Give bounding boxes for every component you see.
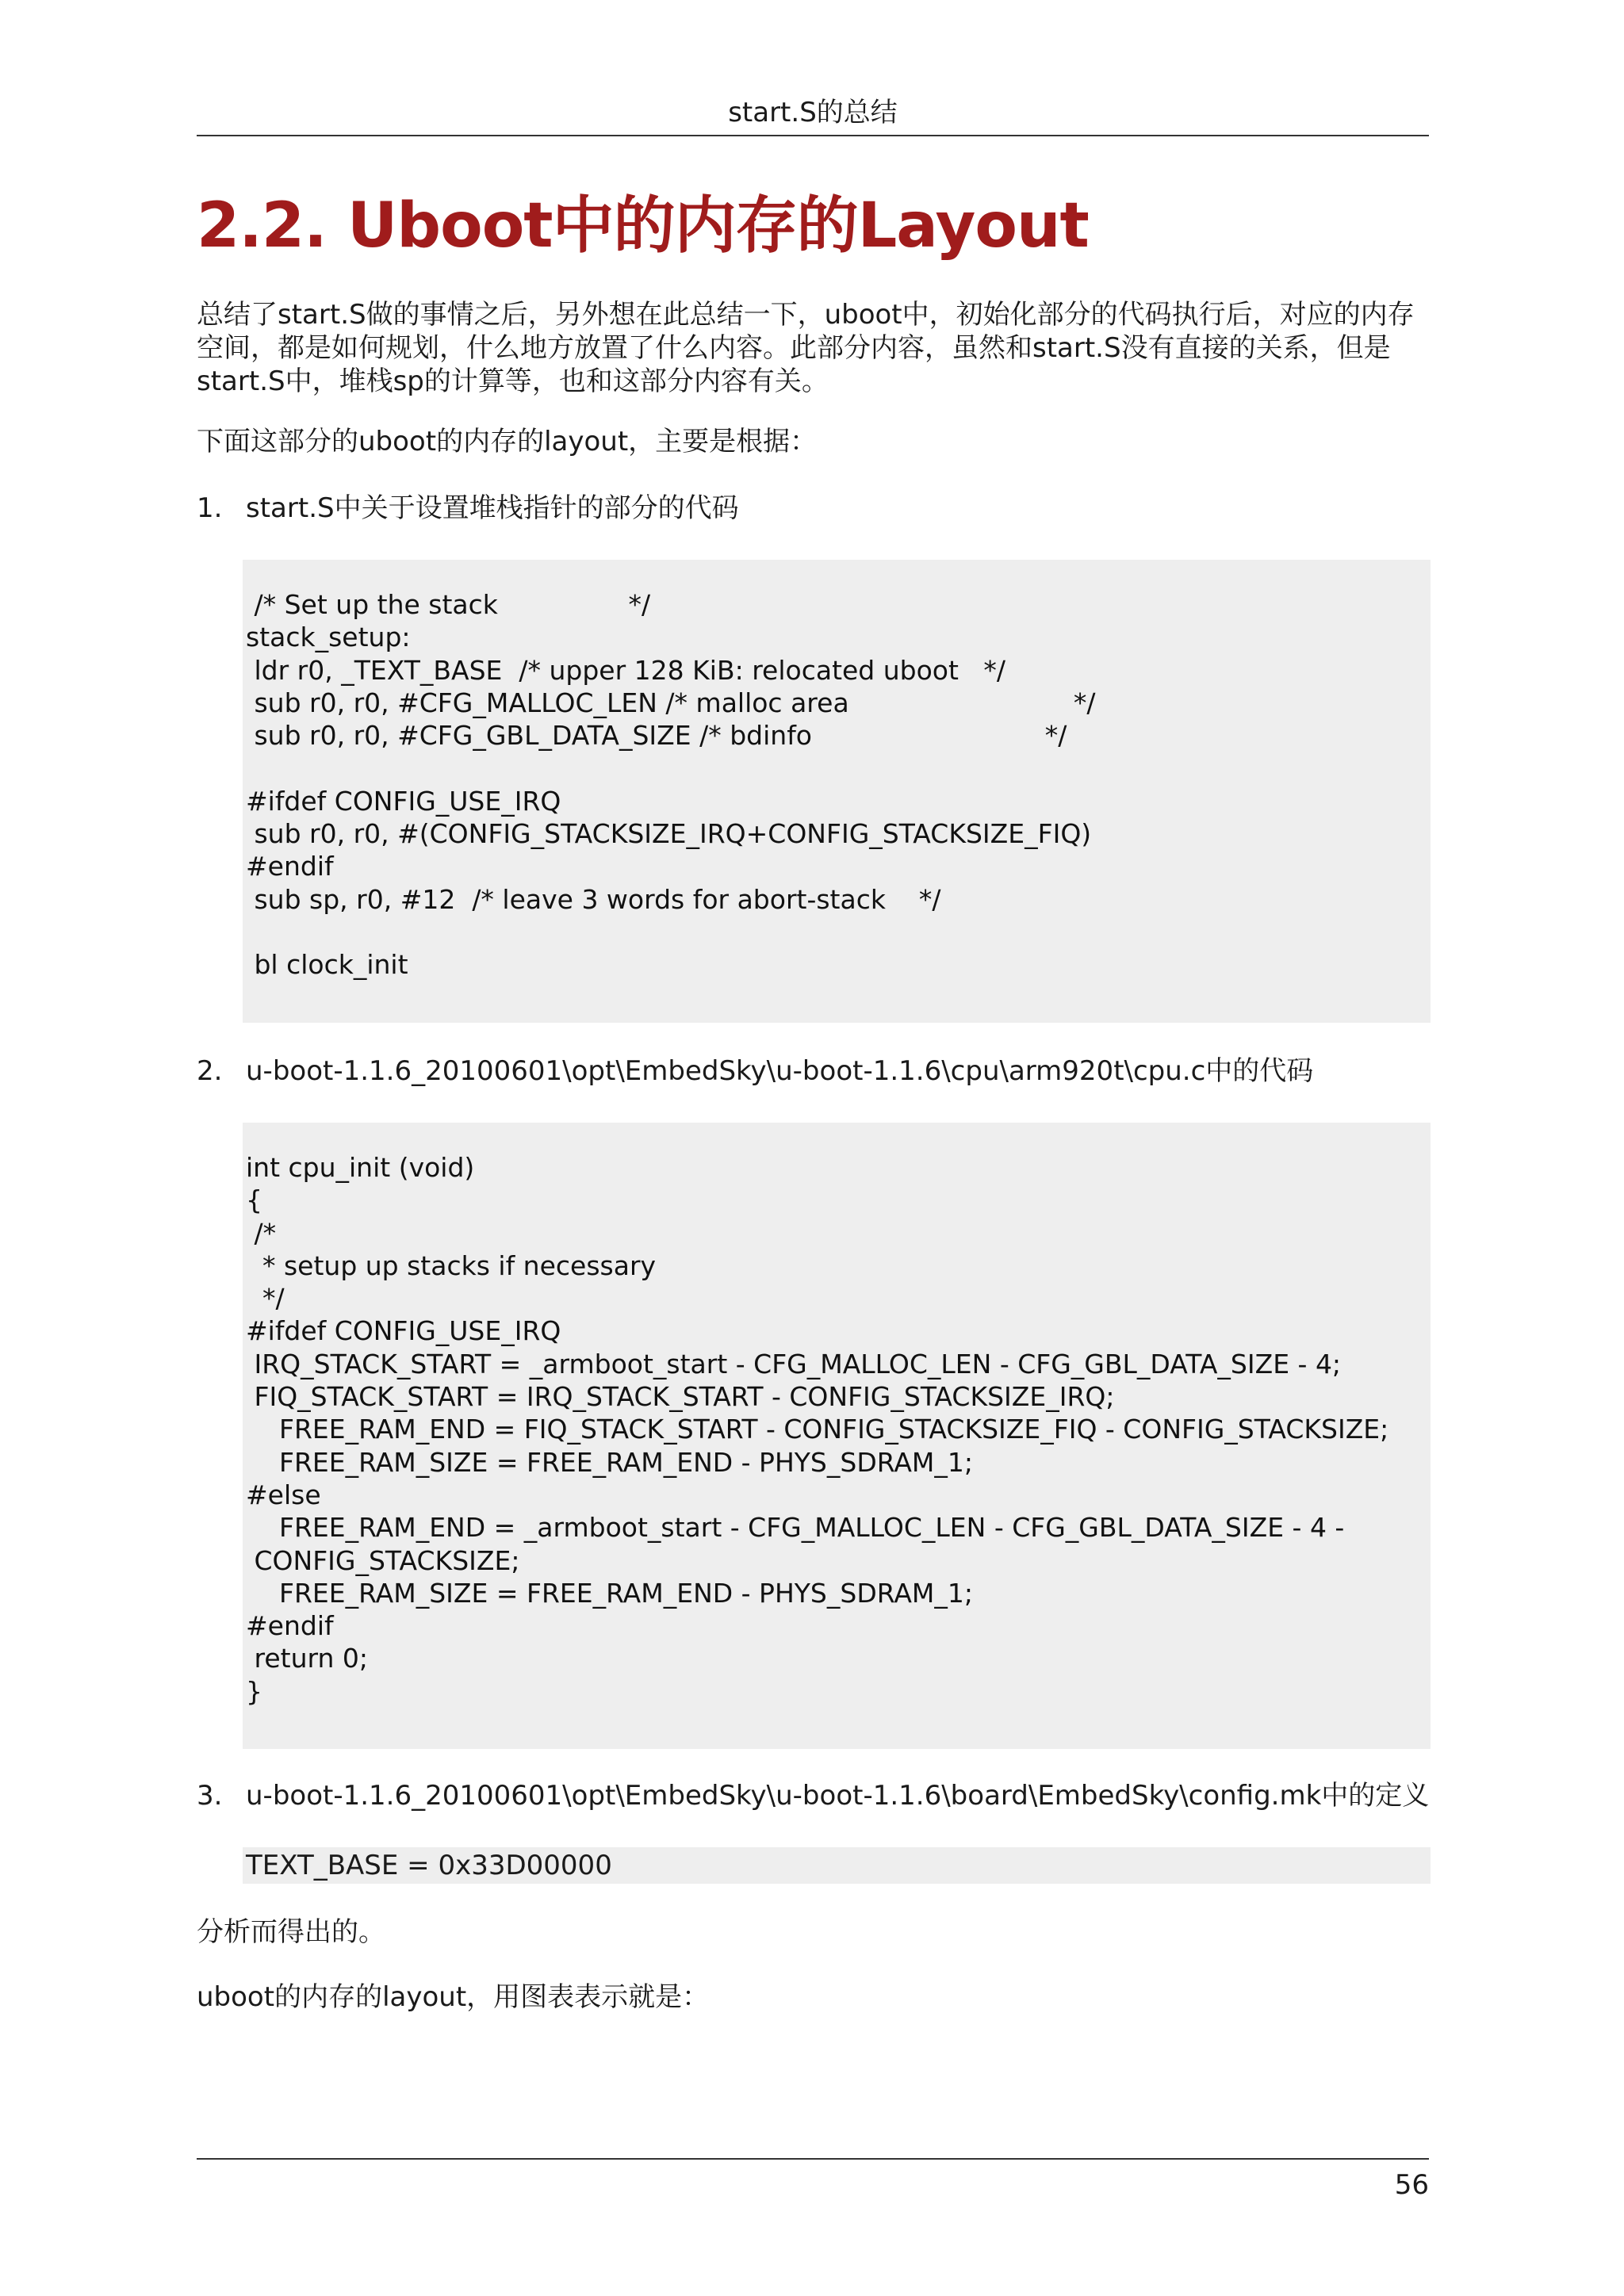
list-text: u-boot-1.1.6_20100601\opt\EmbedSky\u-boot-1.1.6\board\EmbedSky\config.mk中的定义 xyxy=(246,1780,1430,1812)
lead-in-paragraph: 下面这部分的uboot的内存的layout，主要是根据： xyxy=(197,426,818,457)
list-number: 2. xyxy=(197,1055,223,1087)
intro-line-2: 空间，都是如何规划，什么地方放置了什么内容。此部分内容，虽然和start.S没有直接的关系，但是 xyxy=(197,332,1391,364)
list-text: start.S中关于设置堆栈指针的部分的代码 xyxy=(246,492,739,524)
intro-line-3: start.S中，堆栈sp的计算等，也和这部分内容有关。 xyxy=(197,365,829,397)
diagram-intro-paragraph: uboot的内存的layout，用图表表示就是： xyxy=(197,1981,710,2013)
running-header: start.S的总结 xyxy=(728,97,898,128)
code-block-stack-setup: /* Set up the stack */ stack_setup: ldr r0, _TEXT_BASE /* upper 128 KiB: relocated uboot */ sub r0, r0, #CFG_MALLOC_LEN /* malloc area */ sub r0, r0, #CFG_GBL_DATA_SIZE /* bdinfo */ #ifdef CONFIG_USE_IRQ sub r0, r0, #(CONFIG_STACKSIZE_IRQ+CONFIG_STACKSIZE_FIQ) #endif sub sp, r0, #12 /* leave 3 words for abort-stack */ bl clock_init xyxy=(243,560,1431,1023)
code-block-text-base: TEXT_BASE = 0x33D00000 xyxy=(243,1847,1431,1884)
section-title: 2.2. Uboot中的内存的Layout xyxy=(197,190,1089,262)
code-block-cpu-init: int cpu_init (void) { /* * setup up stacks if necessary */ #ifdef CONFIG_USE_IRQ IRQ_STACK_START = _armboot_start - CFG_MALLOC_LEN - CFG_GBL_DATA_SIZE - 4; FIQ_STACK_START = IRQ_STACK_START - CONFIG_STACKSIZE_IRQ; FREE_RAM_END = FIQ_STACK_START - CONFIG_STACKSIZE_FIQ - CONFIG_STACKSIZE; FREE_RAM_SIZE = FREE_RAM_END - PHYS_SDRAM_1; #else FREE_RAM_END = _armboot_start - CFG_MALLOC_LEN - CFG_GBL_DATA_SIZE - 4 - CONFIG_STACKSIZE; FREE_RAM_SIZE = FREE_RAM_END - PHYS_SDRAM_1; #endif return 0; } xyxy=(243,1123,1431,1749)
intro-line-1: 总结了start.S做的事情之后，另外想在此总结一下，uboot中，初始化部分的代码执行后，对应的内存 xyxy=(197,299,1415,331)
header-rule xyxy=(197,135,1429,136)
list-text: u-boot-1.1.6_20100601\opt\EmbedSky\u-boot-1.1.6\cpu\arm920t\cpu.c中的代码 xyxy=(246,1055,1314,1087)
list-number: 1. xyxy=(197,492,223,524)
page-number: 56 xyxy=(1394,2169,1429,2201)
list-number: 3. xyxy=(197,1780,223,1812)
footer-rule xyxy=(197,2158,1429,2160)
conclusion-paragraph: 分析而得出的。 xyxy=(197,1916,385,1948)
